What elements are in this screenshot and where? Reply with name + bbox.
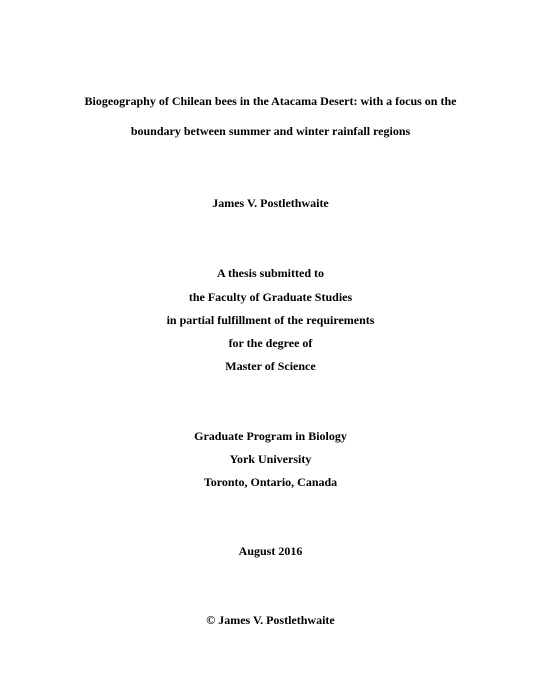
thesis-title-line-1: Biogeography of Chilean bees in the Atacama Desert: with a focus on the [84,94,457,108]
submission-line-4: for the degree of [228,336,313,350]
submission-date: August 2016 [238,544,303,558]
degree-name: Master of Science [225,359,316,373]
author-name: James V. Postlethwaite [212,196,329,210]
university-name: York University [229,452,312,466]
submission-line-1: A thesis submitted to [216,266,324,280]
graduate-program: Graduate Program in Biology [194,429,347,443]
submission-line-2: the Faculty of Graduate Studies [188,290,353,304]
copyright-notice: © James V. Postlethwaite [206,613,335,627]
thesis-title-line-2: boundary between summer and winter rainfall regions [130,124,411,138]
submission-line-3: in partial fulfillment of the requirements [166,313,375,327]
university-location: Toronto, Ontario, Canada [203,475,338,489]
